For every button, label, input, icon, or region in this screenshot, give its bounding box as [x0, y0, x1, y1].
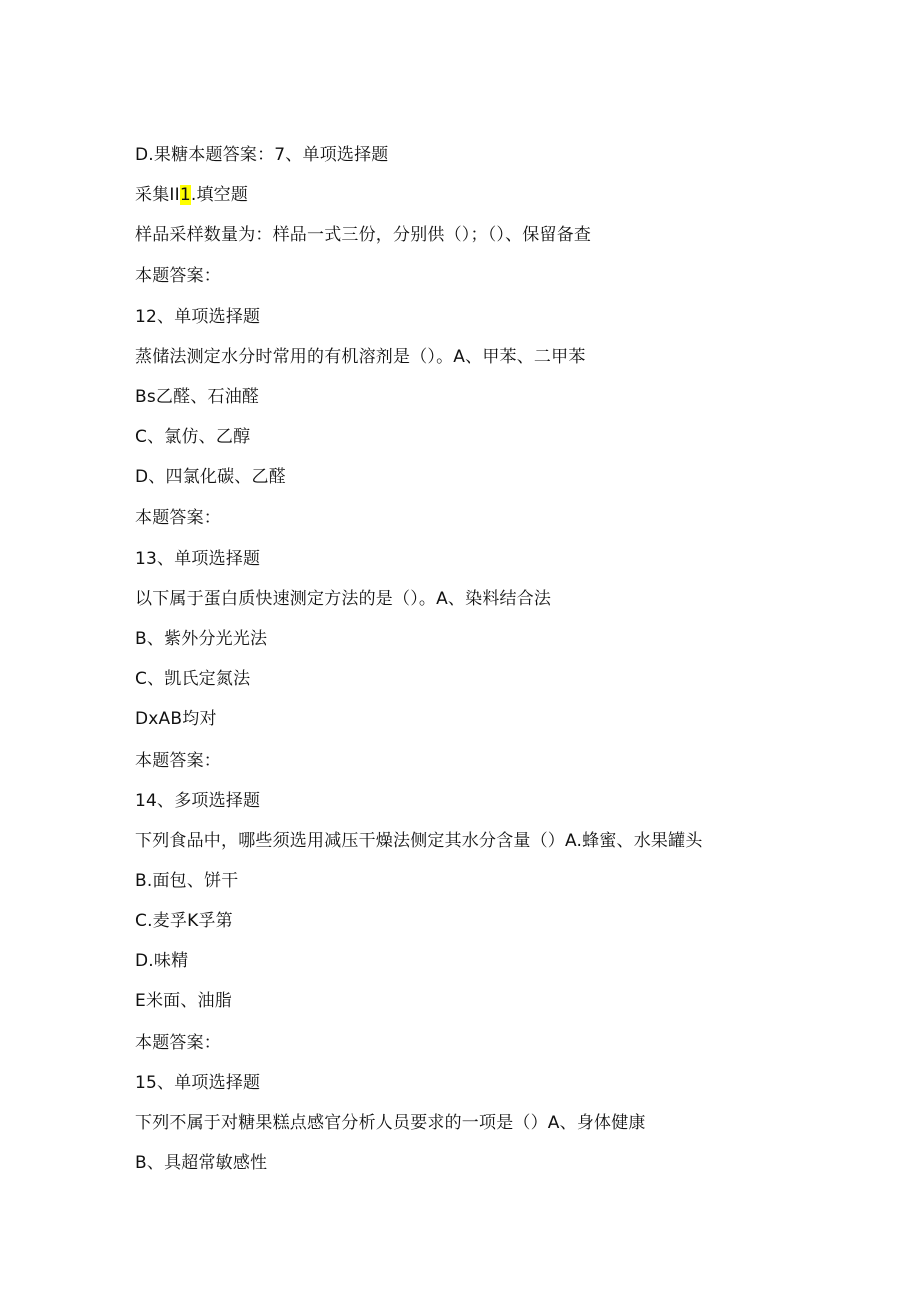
question-header: 15、单项选择题: [135, 1073, 261, 1093]
text-segment: 采集II: [135, 185, 180, 205]
option-text: B.面包、饼干: [135, 871, 239, 891]
option-text: D、四氯化碳、乙醛: [135, 467, 286, 487]
option-text: E米面、油脂: [135, 991, 232, 1011]
highlighted-text: 1: [179, 185, 191, 205]
text-segment: .填空题: [190, 185, 249, 205]
text-line-with-highlight: [135, 184, 248, 206]
question-header: 13、单项选择题: [135, 549, 261, 569]
answer-label: 本题答案：: [135, 751, 221, 771]
question-text: 蒸储法测定水分时常用的有机溶剂是（）。A、甲苯、二甲苯: [135, 347, 586, 367]
text-line: 样品采样数量为：样品一式三份，分别供（）；（）、保留备查: [135, 225, 592, 245]
answer-label: 本题答案：: [135, 266, 221, 286]
answer-label: 本题答案：: [135, 508, 221, 528]
option-text: Bs乙醛、石油醛: [135, 387, 260, 407]
option-text: C、凯氏定氮法: [135, 669, 251, 689]
option-text: C.麦孚K孚第: [135, 911, 233, 931]
option-text: D.味精: [135, 951, 189, 971]
option-text: C、氯仿、乙醇: [135, 427, 251, 447]
option-text: DxAB均对: [135, 709, 217, 729]
option-text: B、具超常敏感性: [135, 1153, 268, 1173]
answer-label: 本题答案：: [135, 1033, 221, 1053]
question-text: 下列不属于对糖果糕点感官分析人员要求的一项是（）A、身体健康: [135, 1113, 646, 1133]
text-line: D.果糖本题答案：7、单项选择题: [135, 145, 389, 165]
question-header: 12、单项选择题: [135, 307, 261, 327]
option-text: B、紫外分光光法: [135, 629, 268, 649]
question-header: 14、多项选择题: [135, 791, 261, 811]
question-text: 以下属于蛋白质快速测定方法的是（）。A、染料结合法: [135, 589, 552, 609]
question-text: 下列食品中，哪些须选用减压干燥法侧定其水分含量（）A.蜂蜜、水果罐头: [135, 831, 703, 851]
